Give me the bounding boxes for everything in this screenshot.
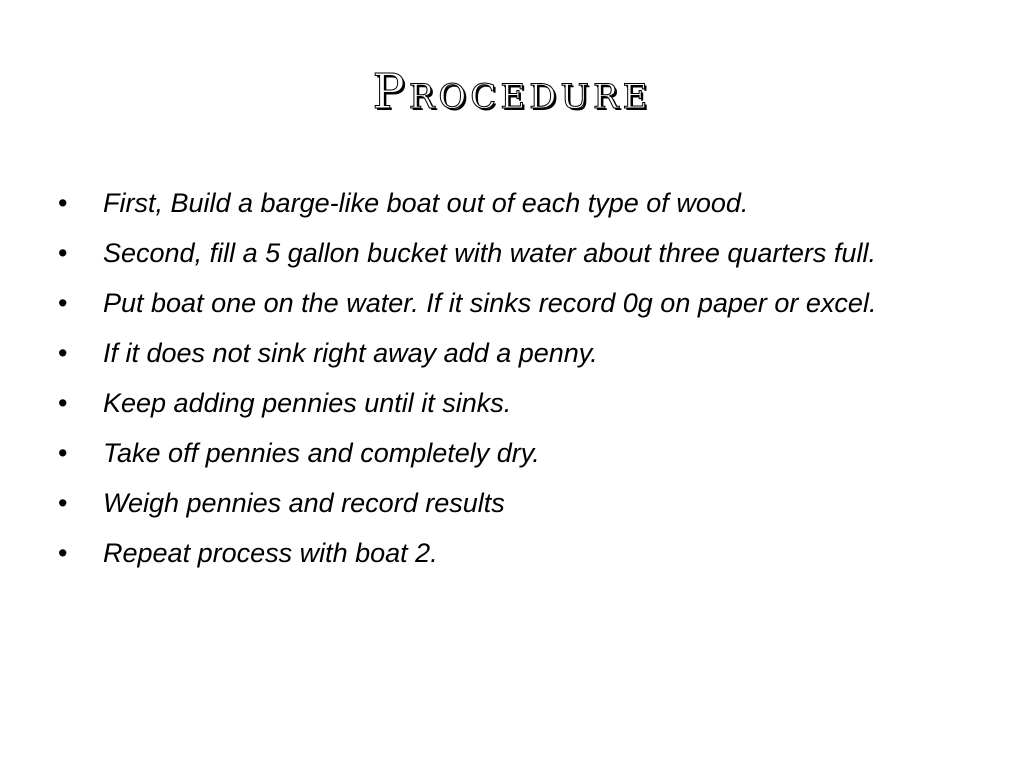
list-item bbox=[56, 183, 986, 224]
list-item bbox=[56, 233, 986, 274]
slide-title: Procedure bbox=[372, 64, 652, 120]
bullet-icon: • bbox=[58, 338, 68, 368]
bullet-text: If it does not sink right away add a penny. bbox=[103, 338, 598, 368]
bullet-text: Keep adding pennies until it sinks. bbox=[103, 388, 512, 418]
bullet-icon: • bbox=[58, 388, 68, 418]
bullet-text: First, Build a barge-like boat out of each type of wood. bbox=[103, 188, 749, 218]
bullet-icon: • bbox=[58, 188, 68, 218]
bullet-text: Take off pennies and completely dry. bbox=[103, 438, 540, 468]
bullet-text: Second, fill a 5 gallon bucket with water about three quarters full. bbox=[103, 238, 876, 268]
bullet-icon: • bbox=[58, 438, 68, 468]
bullet-icon: • bbox=[58, 288, 68, 318]
list-item bbox=[56, 433, 986, 474]
bullet-text: Repeat process with boat 2. bbox=[103, 538, 438, 568]
list-item bbox=[56, 383, 986, 424]
bullet-text: Put boat one on the water. If it sinks record 0g on paper or excel. bbox=[103, 288, 877, 318]
list-item bbox=[56, 283, 986, 324]
list-item bbox=[56, 533, 986, 574]
bullet-icon: • bbox=[58, 538, 68, 568]
list-item bbox=[56, 483, 986, 524]
bullet-list bbox=[56, 183, 986, 583]
list-item bbox=[56, 333, 986, 374]
bullet-icon: • bbox=[58, 488, 68, 518]
bullet-text: Weigh pennies and record results bbox=[103, 488, 505, 518]
bullet-icon: • bbox=[58, 238, 68, 268]
